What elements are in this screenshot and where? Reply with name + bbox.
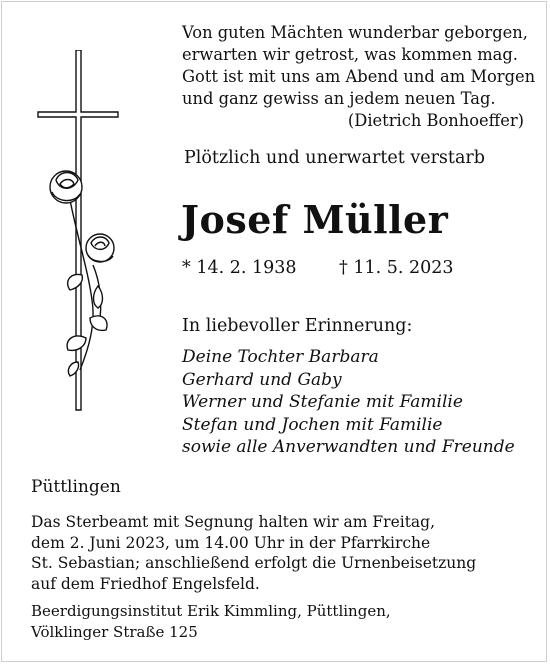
mourners-list [182,346,515,459]
memory-heading: In liebevoller Erinnerung: [182,316,413,336]
service-line: dem 2. Juni 2023, um 14.00 Uhr in der Pfarrkirche [31,533,431,552]
funeral-home-line: Völklinger Straße 125 [31,622,198,641]
poem-quote [182,22,536,132]
mourner-entry: Deine Tochter Barbara [182,347,379,367]
place-name: Püttlingen [31,477,121,497]
service-line: auf dem Friedhof Engelsfeld. [31,574,260,593]
mourner-entry: sowie alle Anverwandten und Freunde [182,437,515,457]
funeral-home-line: Beerdigungsinstitut Erik Kimmling, Püttlingen, [31,602,391,620]
mourner-entry: Werner und Stefanie mit Familie [182,392,463,412]
poem-line: und ganz gewiss an jedem neuen Tag. [182,89,496,108]
poem-line: Gott ist mit uns am Abend und am Morgen [182,67,536,86]
funeral-home [31,601,391,642]
intro-text: Plötzlich und unerwartet verstarb [184,148,485,168]
cross-with-roses-icon [30,50,140,420]
poem-line: erwarten wir getrost, was kommen mag. [182,45,518,64]
mourner-entry: Stefan und Jochen mit Familie [182,414,443,435]
death-date: † 11. 5. 2023 [339,258,454,278]
deceased-name: Josef Müller [181,197,449,242]
poem-line: Von guten Mächten wunderbar geborgen, [182,23,528,42]
poem-attribution: (Dietrich Bonhoeffer) [347,111,524,130]
mourner-entry: Gerhard und Gaby [182,369,342,390]
service-line: Das Sterbeamt mit Segnung halten wir am Freitag, [31,513,436,531]
service-line: St. Sebastian; anschließend erfolgt die Urnenbeisetzung [31,554,477,572]
birth-date: * 14. 2. 1938 [182,258,297,278]
service-details [31,512,476,594]
